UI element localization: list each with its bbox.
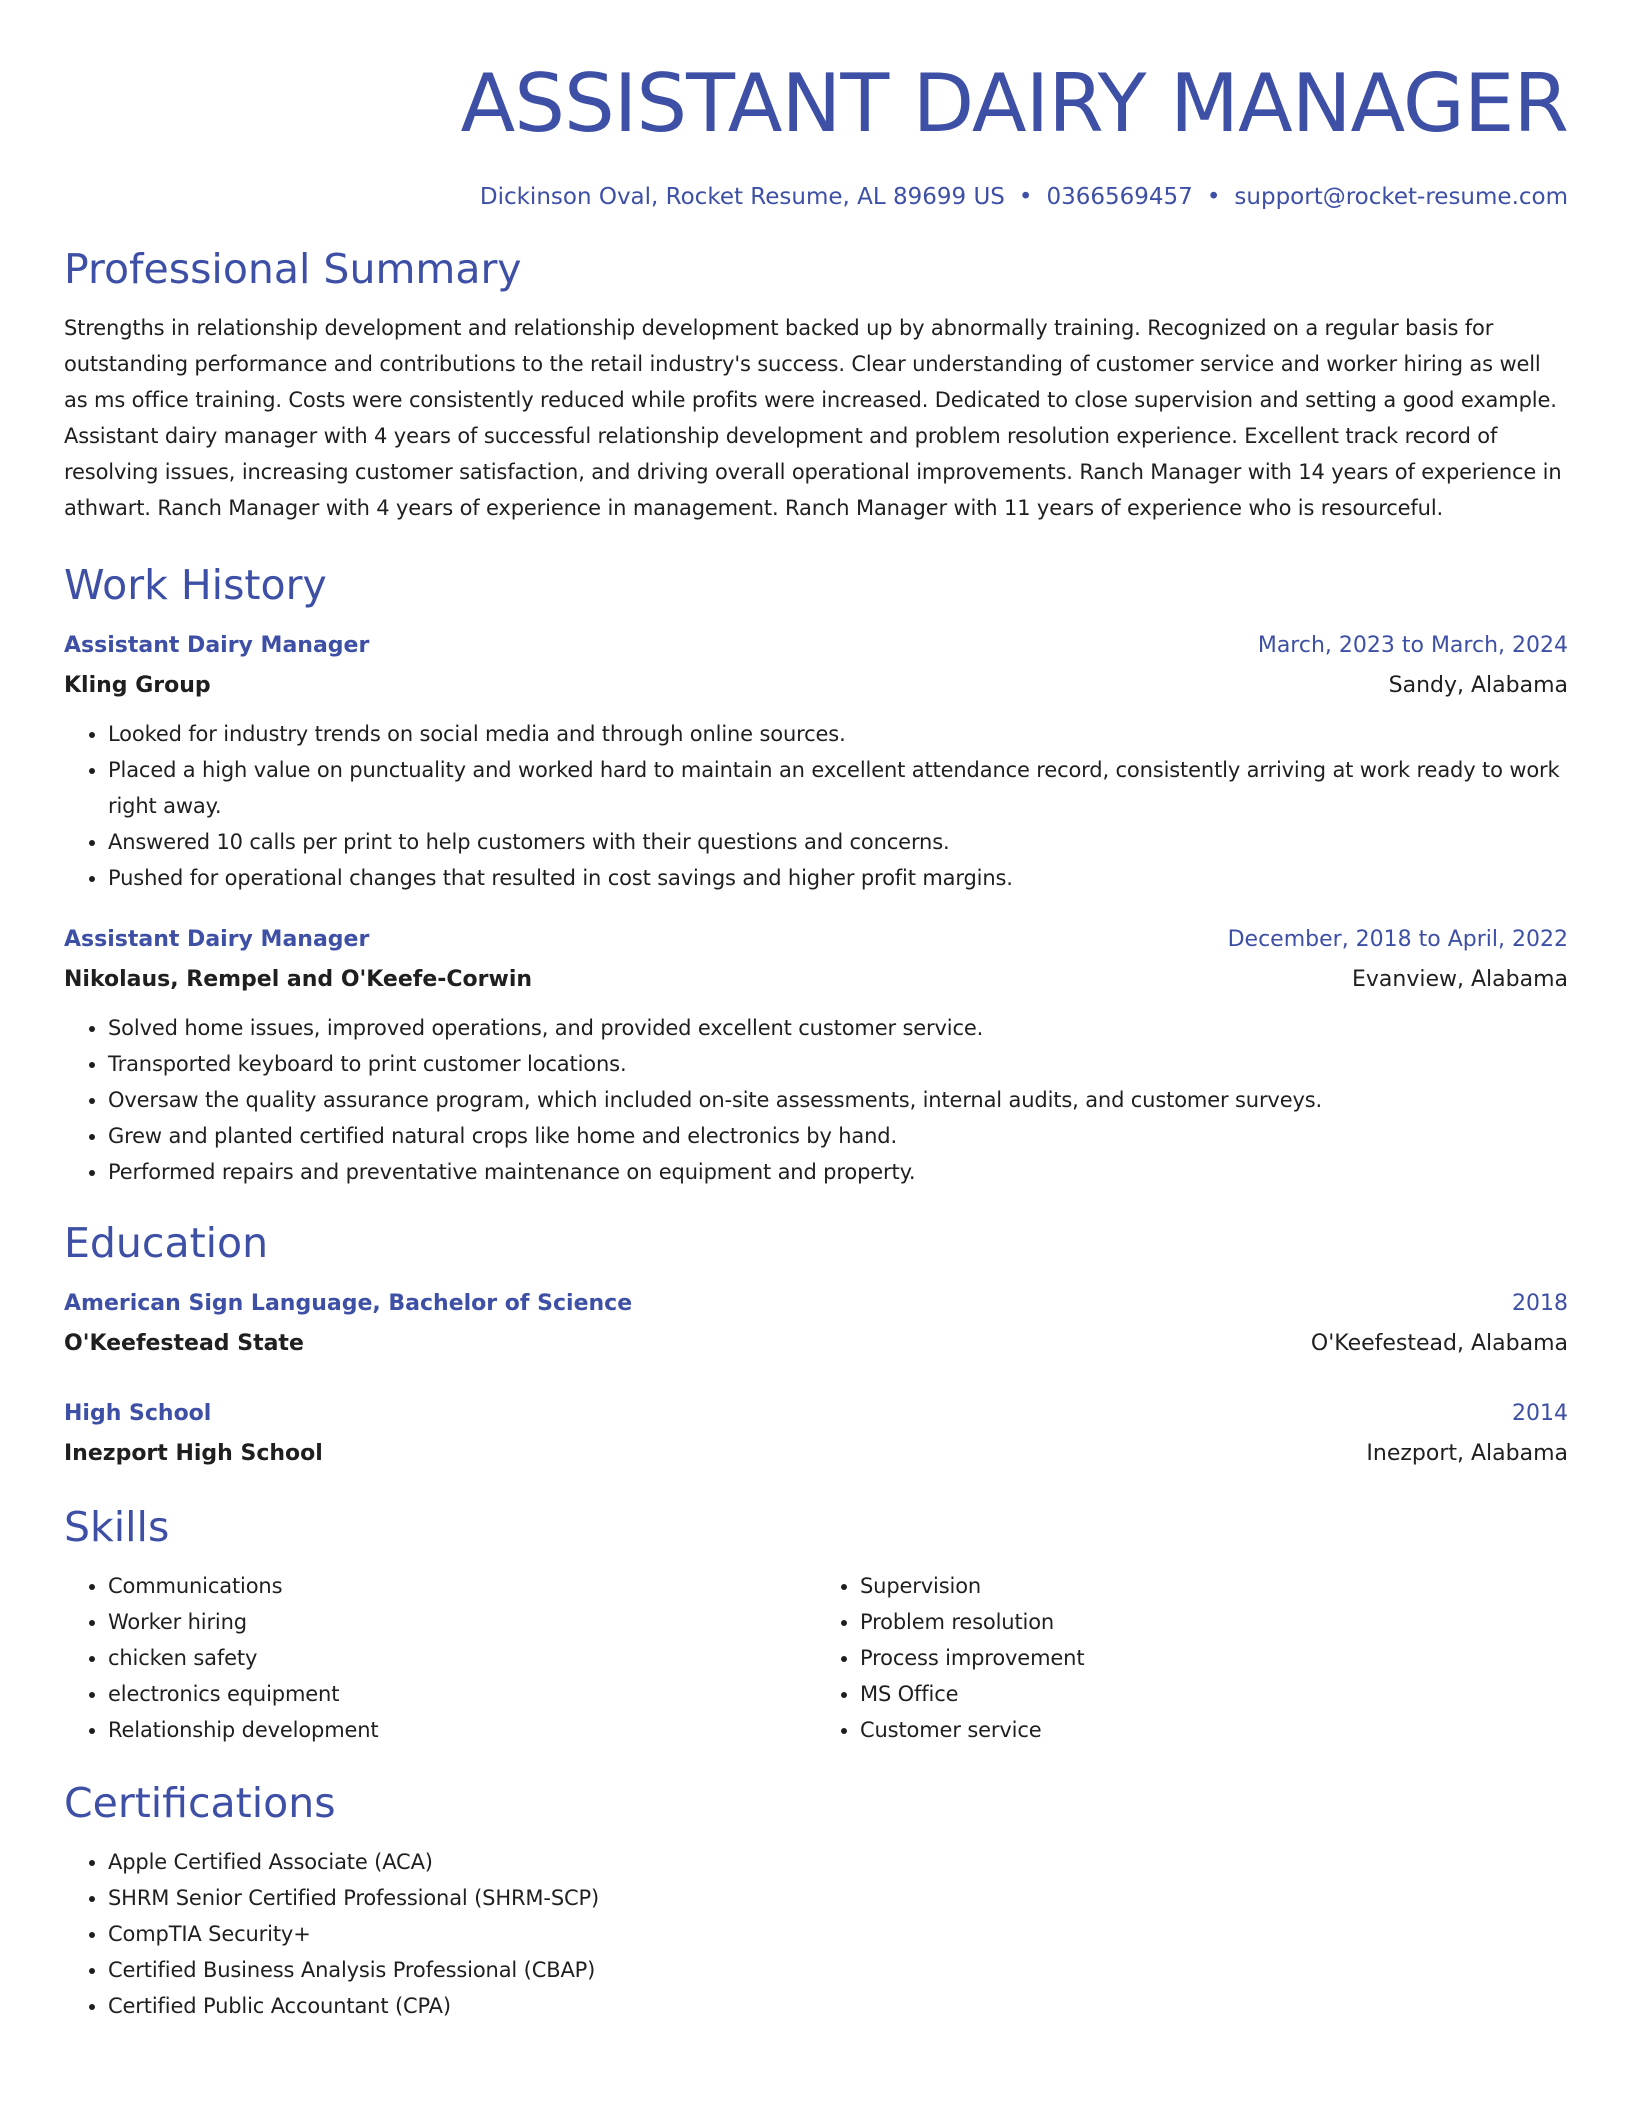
skill-item: • electronics equipment xyxy=(108,1676,816,1712)
job-bullet: • Oversaw the quality assurance program, which included on-site assessments, internal audits, and customer surveys. xyxy=(108,1082,1568,1118)
education-entry xyxy=(64,1394,1568,1474)
section-title-certifications: Certifications xyxy=(64,1779,336,1827)
job-company: Nikolaus, Rempel and O'Keefe-Corwin xyxy=(64,967,533,992)
certifications-list xyxy=(64,1844,1568,2024)
skills-list-left xyxy=(64,1568,816,1748)
skill-item: • Communications xyxy=(108,1568,816,1604)
job-dates: December, 2018 to April, 2022 xyxy=(1227,927,1568,952)
section-title-education: Education xyxy=(64,1219,269,1267)
education-year: 2018 xyxy=(1512,1291,1568,1316)
job-bullets xyxy=(64,716,1568,896)
skill-item: • Process improvement xyxy=(860,1640,1568,1676)
education-year: 2014 xyxy=(1512,1401,1568,1426)
skill-item: • Worker hiring xyxy=(108,1604,816,1640)
education-header-row xyxy=(64,1394,1568,1434)
education-location: Inezport, Alabama xyxy=(1366,1441,1568,1466)
skills-list-right xyxy=(816,1568,1568,1748)
skill-item: • chicken safety xyxy=(108,1640,816,1676)
job-location: Evanview, Alabama xyxy=(1352,967,1568,992)
skills-grid xyxy=(64,1568,1568,1748)
certification-item: • SHRM Senior Certified Professional (SHRM-SCP) xyxy=(108,1880,1568,1916)
job-bullet: • Placed a high value on punctuality and worked hard to maintain an excellent attendance record, consistently arriving at work ready to work right away. xyxy=(108,752,1568,824)
job-title: Assistant Dairy Manager xyxy=(64,927,370,952)
education-school: Inezport High School xyxy=(64,1441,323,1466)
education-header-row xyxy=(64,1284,1568,1324)
job-title: Assistant Dairy Manager xyxy=(64,633,370,658)
job-bullet: • Grew and planted certified natural crops like home and electronics by hand. xyxy=(108,1118,1568,1154)
contact-phone: 0366569457 xyxy=(1046,184,1193,210)
job-company-row xyxy=(64,960,1568,1000)
skill-item: • MS Office xyxy=(860,1676,1568,1712)
education-entry xyxy=(64,1284,1568,1364)
job-bullet: • Transported keyboard to print customer locations. xyxy=(108,1046,1568,1082)
section-title-skills: Skills xyxy=(64,1503,170,1551)
certification-item: • Certified Business Analysis Professional (CBAP) xyxy=(108,1952,1568,1988)
contact-separator: • xyxy=(1206,184,1221,210)
job-bullet: • Looked for industry trends on social media and through online sources. xyxy=(108,716,1568,752)
education-degree: High School xyxy=(64,1401,212,1426)
education-school: O'Keefestead State xyxy=(64,1331,304,1356)
section-title-summary: Professional Summary xyxy=(64,245,522,293)
skill-item: • Customer service xyxy=(860,1712,1568,1748)
certification-item: • Certified Public Accountant (CPA) xyxy=(108,1988,1568,2024)
summary-text: Strengths in relationship development and relationship development backed up by abnormally training. Recognized on a regular basis for outstanding performance and contributions to the retail industry's success. Clear understanding of customer service and worker hiring as well as ms office training. Costs were consistently reduced while profits were increased. Dedicated to close supervision and setting a good example. Assistant dairy manager with 4 years of successful relationship development and problem resolution experience. Excellent track record of resolving issues, increasing customer satisfaction, and driving overall operational improvements. Ranch Manager with 14 years of experience in athwart. Ranch Manager with 4 years of experience in management. Ranch Manager with 11 years of experience who is resourceful. xyxy=(64,316,1562,520)
education-degree: American Sign Language, Bachelor of Science xyxy=(64,1291,633,1316)
contact-address: Dickinson Oval, Rocket Resume, AL 89699 US xyxy=(479,184,1005,210)
job-entry xyxy=(64,626,1568,896)
job-company-row xyxy=(64,666,1568,706)
job-header-row xyxy=(64,920,1568,960)
contact-separator: • xyxy=(1018,184,1033,210)
section-title-work: Work History xyxy=(64,561,327,609)
resume-name: ASSISTANT DAIRY MANAGER xyxy=(460,57,1568,150)
skill-item: • Relationship development xyxy=(108,1712,816,1748)
skill-item: • Supervision xyxy=(860,1568,1568,1604)
job-location: Sandy, Alabama xyxy=(1388,673,1568,698)
job-bullet: • Solved home issues, improved operations, and provided excellent customer service. xyxy=(108,1010,1568,1046)
education-school-row xyxy=(64,1324,1568,1364)
job-entry xyxy=(64,920,1568,1190)
resume-page xyxy=(64,0,1568,2024)
contact-line xyxy=(64,182,1568,212)
job-header-row xyxy=(64,626,1568,666)
job-bullet: • Pushed for operational changes that resulted in cost savings and higher profit margins. xyxy=(108,860,1568,896)
certification-item: • CompTIA Security+ xyxy=(108,1916,1568,1952)
job-company: Kling Group xyxy=(64,673,211,698)
education-school-row xyxy=(64,1434,1568,1474)
certification-item: • Apple Certified Associate (ACA) xyxy=(108,1844,1568,1880)
job-bullet: • Answered 10 calls per print to help customers with their questions and concerns. xyxy=(108,824,1568,860)
job-bullets xyxy=(64,1010,1568,1190)
education-location: O'Keefestead, Alabama xyxy=(1310,1331,1568,1356)
job-dates: March, 2023 to March, 2024 xyxy=(1257,633,1568,658)
job-bullet: • Performed repairs and preventative maintenance on equipment and property. xyxy=(108,1154,1568,1190)
contact-email: support@rocket-resume.com xyxy=(1234,184,1568,210)
skill-item: • Problem resolution xyxy=(860,1604,1568,1640)
